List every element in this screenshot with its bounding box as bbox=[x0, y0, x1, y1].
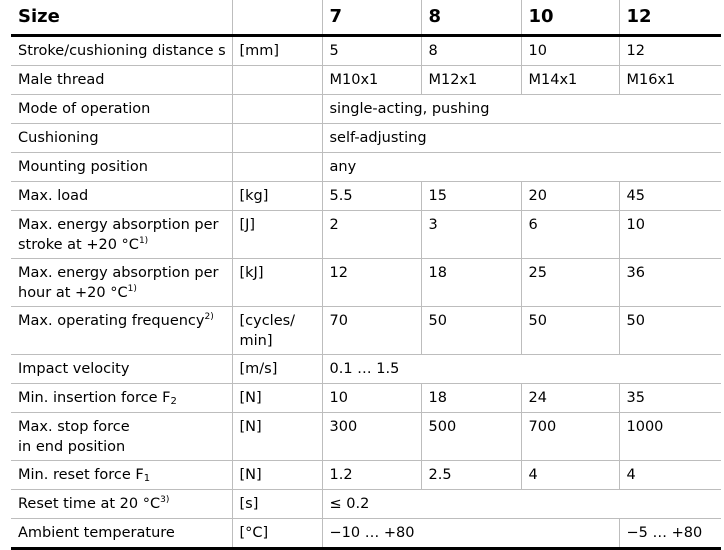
row-value: 2.5 bbox=[421, 461, 521, 490]
row-label-line: Max. stop force bbox=[18, 419, 130, 435]
table-row bbox=[11, 66, 721, 95]
subscript-marker: 1 bbox=[143, 473, 151, 484]
footnote-marker: 1) bbox=[127, 284, 137, 294]
row-value: 50 bbox=[521, 307, 619, 355]
row-label bbox=[11, 384, 232, 413]
row-label: Mode of operation bbox=[11, 95, 232, 124]
row-value: −5 … +80 bbox=[619, 519, 721, 549]
row-unit: [N] bbox=[232, 461, 322, 490]
table-row bbox=[11, 211, 721, 259]
row-unit bbox=[232, 307, 322, 355]
table-row bbox=[11, 153, 721, 182]
row-value: 50 bbox=[619, 307, 721, 355]
row-label-line: hour at +20 °C bbox=[18, 285, 128, 301]
row-label-line: Max. energy absorption per bbox=[18, 265, 219, 281]
row-value: 4 bbox=[619, 461, 721, 490]
row-unit: [kJ] bbox=[232, 259, 322, 307]
row-value: 45 bbox=[619, 182, 721, 211]
row-value: 15 bbox=[421, 182, 521, 211]
row-label-line: Max. energy absorption per bbox=[18, 217, 219, 233]
row-value: M10x1 bbox=[322, 66, 421, 95]
row-label bbox=[11, 259, 232, 307]
row-label-line: stroke at +20 °C bbox=[18, 237, 139, 253]
row-value: M16x1 bbox=[619, 66, 721, 95]
row-label: Cushioning bbox=[11, 124, 232, 153]
row-unit bbox=[232, 66, 322, 95]
row-span-value: ≤ 0.2 bbox=[322, 490, 721, 519]
row-value: 6 bbox=[521, 211, 619, 259]
table-row bbox=[11, 307, 721, 355]
row-value: 8 bbox=[421, 36, 521, 66]
table-row bbox=[11, 384, 721, 413]
footnote-marker: 1) bbox=[138, 236, 149, 246]
row-value: 3 bbox=[421, 211, 521, 259]
row-span-value: 0.1 … 1.5 bbox=[322, 355, 721, 384]
size-column-header: 12 bbox=[619, 0, 721, 36]
row-label: Mounting position bbox=[11, 153, 232, 182]
row-value: 12 bbox=[322, 259, 421, 307]
row-label: Stroke/cushioning distance s bbox=[11, 36, 232, 66]
table-row bbox=[11, 124, 721, 153]
row-value: 12 bbox=[619, 36, 721, 66]
row-value: 300 bbox=[322, 413, 421, 461]
row-label bbox=[11, 461, 232, 490]
row-unit: [kg] bbox=[232, 182, 322, 211]
table-row bbox=[11, 461, 721, 490]
technical-data-table bbox=[11, 0, 721, 550]
row-label-text: Min. insertion force F bbox=[18, 390, 171, 406]
row-value: 4 bbox=[521, 461, 619, 490]
table-row bbox=[11, 519, 721, 549]
row-unit: [m/s] bbox=[232, 355, 322, 384]
table-row bbox=[11, 413, 721, 461]
size-column-header: 10 bbox=[521, 0, 619, 36]
row-unit: [°C] bbox=[232, 519, 322, 549]
row-value: 5 bbox=[322, 36, 421, 66]
table-row bbox=[11, 182, 721, 211]
row-unit bbox=[232, 124, 322, 153]
row-label-line: in end position bbox=[18, 439, 126, 455]
row-label: Impact velocity bbox=[11, 355, 232, 384]
table-row bbox=[11, 490, 721, 519]
table-row bbox=[11, 36, 721, 66]
row-value: M14x1 bbox=[521, 66, 619, 95]
row-value: 1000 bbox=[619, 413, 721, 461]
row-value: 70 bbox=[322, 307, 421, 355]
row-label-text: Min. reset force F bbox=[18, 467, 144, 483]
row-value: 18 bbox=[421, 384, 521, 413]
size-column-header: 7 bbox=[322, 0, 421, 36]
row-label bbox=[11, 307, 232, 355]
row-value: 18 bbox=[421, 259, 521, 307]
row-label-text: Max. operating frequency bbox=[18, 313, 205, 329]
row-unit: [N] bbox=[232, 384, 322, 413]
row-value: 24 bbox=[521, 384, 619, 413]
row-label bbox=[11, 490, 232, 519]
row-value: 2 bbox=[322, 211, 421, 259]
row-value: 36 bbox=[619, 259, 721, 307]
row-value: 10 bbox=[322, 384, 421, 413]
row-value: 10 bbox=[521, 36, 619, 66]
row-value: 50 bbox=[421, 307, 521, 355]
row-unit bbox=[232, 153, 322, 182]
row-label: Ambient temperature bbox=[11, 519, 232, 549]
size-header: Size bbox=[11, 0, 232, 36]
row-label bbox=[11, 211, 232, 259]
row-label-text: Reset time at 20 °C bbox=[18, 496, 161, 512]
table-row bbox=[11, 259, 721, 307]
footnote-marker: 3) bbox=[160, 495, 170, 505]
row-unit: [J] bbox=[232, 211, 322, 259]
subscript-marker: 2 bbox=[170, 396, 177, 407]
row-unit bbox=[232, 95, 322, 124]
header-row bbox=[11, 0, 721, 36]
row-unit: [s] bbox=[232, 490, 322, 519]
row-label: Male thread bbox=[11, 66, 232, 95]
row-value: 20 bbox=[521, 182, 619, 211]
row-value: 700 bbox=[521, 413, 619, 461]
row-unit: [mm] bbox=[232, 36, 322, 66]
row-value: 35 bbox=[619, 384, 721, 413]
row-label: Max. load bbox=[11, 182, 232, 211]
table-row bbox=[11, 355, 721, 384]
row-span-value: −10 … +80 bbox=[322, 519, 619, 549]
row-span-value: single-acting, pushing bbox=[322, 95, 721, 124]
row-value: 10 bbox=[619, 211, 721, 259]
unit-header bbox=[232, 0, 322, 36]
row-unit-line: [cycles/ bbox=[239, 313, 296, 329]
size-column-header: 8 bbox=[421, 0, 521, 36]
row-value: 1.2 bbox=[322, 461, 421, 490]
row-label bbox=[11, 413, 232, 461]
row-value: 500 bbox=[421, 413, 521, 461]
footnote-marker: 2) bbox=[204, 312, 214, 322]
table-row bbox=[11, 95, 721, 124]
row-unit-line: min] bbox=[239, 333, 273, 349]
row-value: M12x1 bbox=[421, 66, 521, 95]
row-span-value: any bbox=[322, 153, 721, 182]
row-span-value: self-adjusting bbox=[322, 124, 721, 153]
row-unit: [N] bbox=[232, 413, 322, 461]
row-value: 5.5 bbox=[322, 182, 421, 211]
row-value: 25 bbox=[521, 259, 619, 307]
